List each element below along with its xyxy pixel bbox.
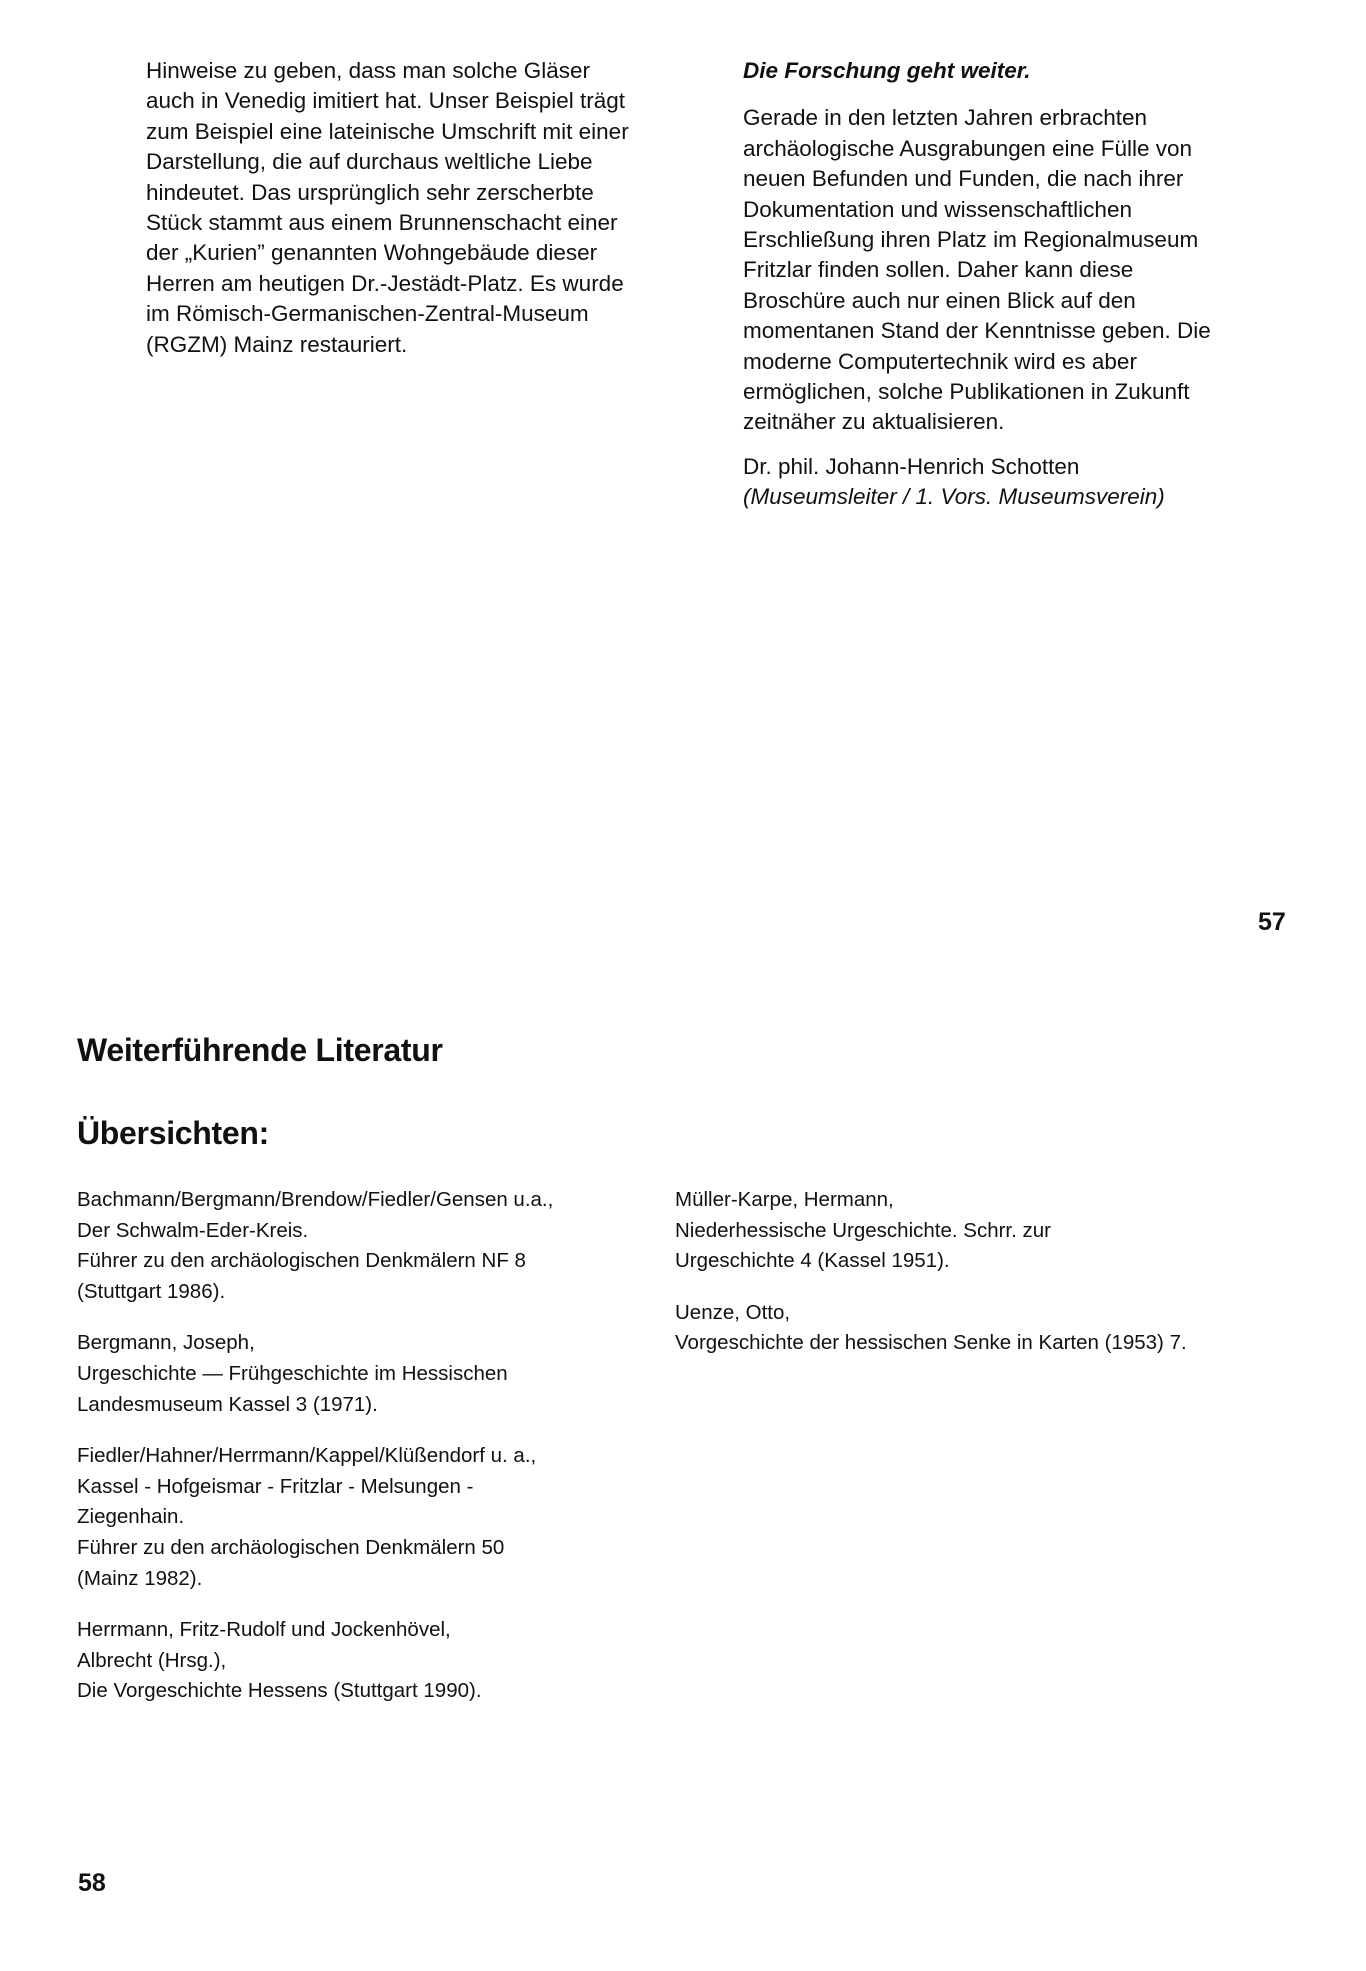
- reference-entry: Herrmann, Fritz-Rudolf und Jockenhövel, Albrecht (Hrsg.), Die Vorgeschichte Hessens (Stuttgart 1990).: [77, 1618, 482, 1703]
- reference-entry: Fiedler/Hahner/Herrmann/Kappel/Klüßendorf u. a., Kassel - Hofgeismar - Fritzlar - Melsungen - Ziegenhain. Führer zu den archäologischen Denkmälern 50 (Mainz 1982).: [77, 1444, 537, 1590]
- left-column: [146, 56, 706, 360]
- author-role: (Museumsleiter / 1. Vors. Museumsverein): [743, 484, 1165, 510]
- right-column: [743, 56, 1283, 513]
- section-title: Die Forschung geht weiter.: [743, 58, 1031, 83]
- author-name: Dr. phil. Johann-Henrich Schotten: [743, 453, 1080, 479]
- references-right-column: [675, 1185, 1315, 1380]
- reference-entry: Bergmann, Joseph, Urgeschichte — Frühgeschichte im Hessischen Landesmuseum Kassel 3 (1971).: [77, 1331, 508, 1416]
- body-paragraph: Hinweise zu geben, dass man solche Gläser auch in Venedig imitiert hat. Unser Beispiel trägt zum Beispiel eine lateinische Umschrift mit einer Darstellung, die auf durchaus weltliche Liebe hindeutet. Das ursprünglich sehr zerscherbte Stück stammt aus einem Brunnenschacht einer der „Kurien” genannten Wohngebäude dieser Herren am heutigen Dr.-Jestädt-Platz. Es wurde im Römisch-Germanischen-Zentral-Museum (RGZM) Mainz restauriert.: [146, 58, 629, 357]
- references-left-column: [77, 1185, 637, 1728]
- page-number: 58: [78, 1869, 106, 1897]
- body-paragraph: Gerade in den letzten Jahren erbrachten archäologische Ausgrabungen eine Fülle von neuen Befunden und Funden, die nach ihrer Dokumentation und wissenschaftlichen Erschließung ihren Platz im Regionalmuseum Fritzlar finden sollen. Daher kann diese Broschüre auch nur einen Blick auf den momentanen Stand der Kenntnisse geben. Die moderne Computertechnik wird es aber ermöglichen, solche Publikationen in Zukunft zeitnäher zu aktualisieren.: [743, 105, 1211, 435]
- reference-entry: Müller-Karpe, Hermann, Niederhessische Urgeschichte. Schrr. zur Urgeschichte 4 (Kassel 1951).: [675, 1188, 1051, 1273]
- reference-entry: Bachmann/Bergmann/Brendow/Fiedler/Gensen u.a., Der Schwalm-Eder-Kreis. Führer zu den archäologischen Denkmälern NF 8 (Stuttgart 1986).: [77, 1188, 554, 1303]
- page-number: 57: [1258, 908, 1286, 936]
- section-heading: Weiterführende Literatur: [77, 1032, 443, 1068]
- subsection-heading: Übersichten:: [77, 1115, 269, 1151]
- reference-entry: Uenze, Otto, Vorgeschichte der hessischen Senke in Karten (1953) 7.: [675, 1300, 1187, 1355]
